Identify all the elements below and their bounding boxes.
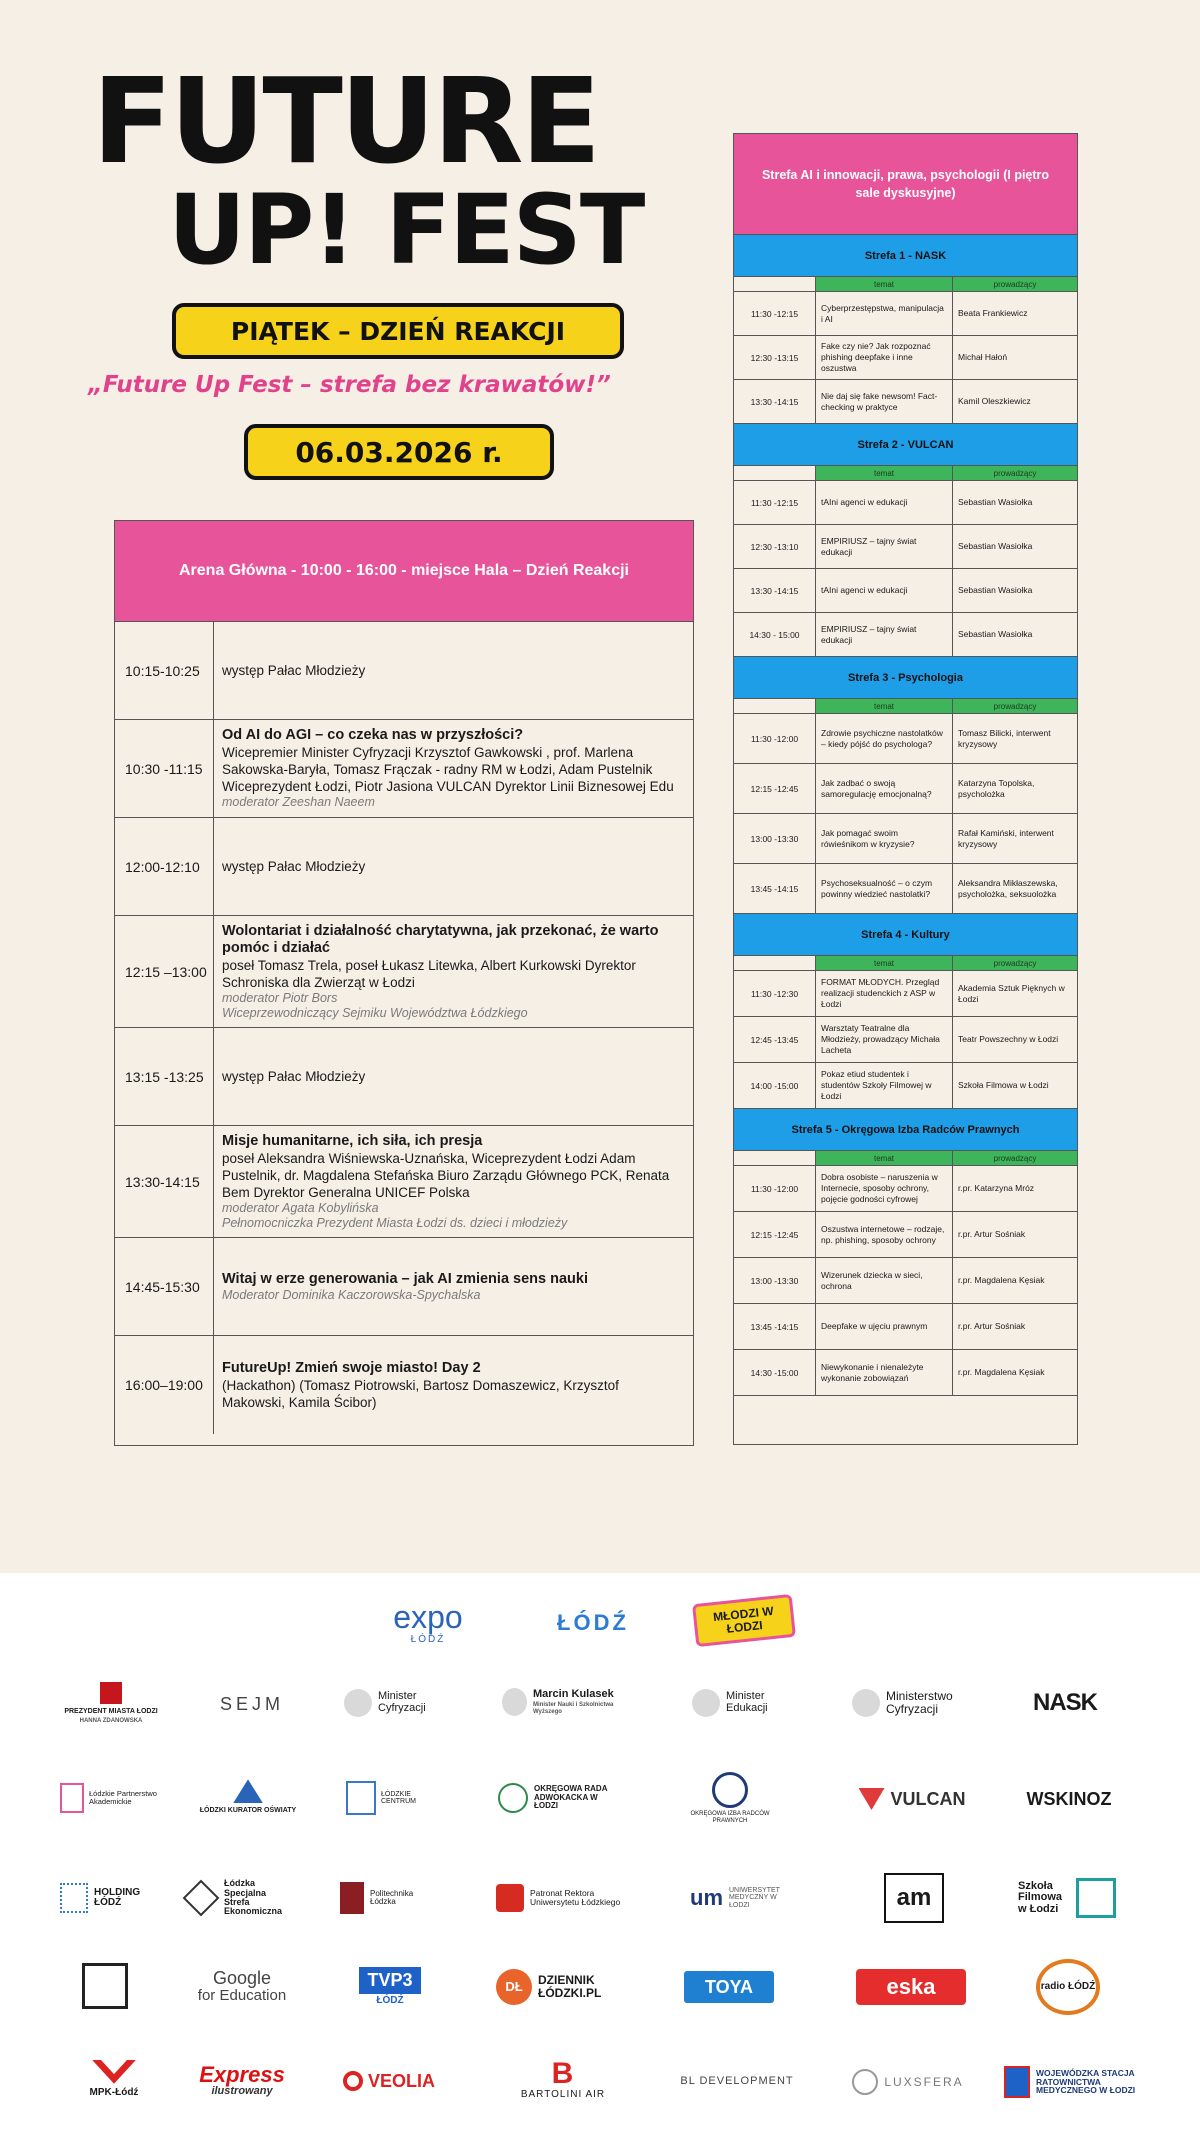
zone-host: Aleksandra Mikłaszewska, psycholożka, seksuolożka: [958, 877, 1058, 899]
zones-table: [733, 133, 1078, 1445]
eagle-icon: [692, 1689, 720, 1717]
eska-logo: eska: [856, 1969, 966, 2005]
centrum-icon: [346, 1781, 376, 1815]
radio-lodz-logo: radio ŁÓDŹ: [1036, 1959, 1100, 2015]
szkola-filmowa-logo: [1018, 1871, 1128, 1925]
express-sub: ilustrowany: [211, 2084, 273, 2097]
kurator-text: ŁÓDZKI KURATOR OŚWIATY: [199, 1807, 297, 1815]
book-icon: [233, 1779, 263, 1803]
zone-title: Strefa 2 - VULCAN: [734, 424, 1077, 466]
expo-logo: [378, 1595, 478, 1651]
toya-logo: TOYA: [684, 1971, 774, 2003]
zone-host: Szkoła Filmowa w Łodzi: [958, 1080, 1049, 1090]
zone-row: [734, 971, 1077, 1017]
zone-row: [734, 292, 1077, 336]
film-frame-icon: [1076, 1878, 1116, 1918]
title-line-1: FUTURE: [92, 52, 599, 190]
lpa-text: Łódzkie Partnerstwo Akademickie: [89, 1789, 157, 1806]
nask-logo: NASK: [1032, 1689, 1097, 1717]
minister-cyfryzacji-logo: [344, 1683, 454, 1723]
slogan: „Future Up Fest – strefa bez krawatów!”: [88, 372, 611, 398]
zone-time: 12:30 -13:10: [734, 525, 816, 568]
arena-session: [214, 622, 693, 719]
zone-host: r.pr. Artur Sośniak: [958, 1321, 1026, 1331]
zone-topic: Pokaz etiud studentek i studentów Szkoły Filmowej w Łodzi: [816, 1063, 953, 1108]
zone-row: [734, 380, 1077, 424]
tvp3-text: TVP3: [359, 1967, 420, 1994]
zone-row: [734, 336, 1077, 380]
session-moderator: moderator Piotr Bors: [222, 990, 338, 1005]
minister-cyfryzacji-text: Minister Cyfryzacji: [378, 1690, 426, 1714]
session-speakers: Wicepremier Minister Cyfryzacji Krzysztof Gawkowski , prof. Marlena Sakowska-Baryła, Tomasz Frączak - radny RM w Łodzi, Adam Pustelnik Wiceprezydent Łodzi, Piotr Jasiona VULCAN Dyrektor Linii Biznesowej Edu: [222, 745, 674, 794]
zone-host: Sebastian Wasiołka: [958, 629, 1033, 639]
zone-host: r.pr. Katarzyna Mróz: [958, 1183, 1035, 1193]
radcow-logo: [690, 1767, 770, 1829]
vulcan-icon: [859, 1788, 885, 1810]
zone-col-host: prowadzący: [993, 468, 1037, 478]
ministerstwo-logo: [852, 1683, 964, 1723]
zone-col-time: [734, 956, 816, 970]
tvp3-logo: [350, 1961, 430, 2013]
zone-host: Tomasz Bilicki, interwent kryzysowy: [958, 727, 1051, 749]
eagle-icon: [344, 1689, 372, 1717]
bl-development-logo: BL DEVELOPMENT: [680, 2075, 794, 2088]
zone-topic: Dobra osobiste – naruszenia w Internecie, sposoby ochrony, pojęcie godności cyfrowej: [816, 1166, 953, 1211]
express-logo: [180, 2057, 304, 2103]
lodz-logo: ŁÓDŹ: [557, 1610, 629, 1636]
zone-row: [734, 525, 1077, 569]
arena-row: [115, 720, 693, 818]
session-moderator: Pełnomocniczka Prezydent Miasta Łodzi ds. dzieci i młodzieży: [222, 1215, 568, 1230]
session-title: Misje humanitarne, ich siła, ich presja: [222, 1132, 483, 1149]
ratownictwo-icon: [1004, 2066, 1030, 2098]
luxsfera-text: LUXSFERA: [884, 2074, 964, 2089]
zone-time: 11:30 -12:15: [734, 481, 816, 524]
zone-column-header: [734, 1151, 1077, 1166]
mpk-icon: [92, 2060, 136, 2084]
zone-col-host: prowadzący: [993, 1153, 1037, 1163]
am-logo: am: [884, 1873, 944, 1923]
session-moderator: Wiceprzewodniczący Sejmiku Województwa Łódzkiego: [222, 1005, 528, 1020]
holding-logo: [60, 1873, 160, 1923]
zone-host: r.pr. Magdalena Kęsiak: [958, 1367, 1045, 1377]
zone-row: [734, 613, 1077, 657]
zone-column-header: [734, 277, 1077, 292]
veolia-icon: [343, 2071, 363, 2091]
zone-row: [734, 1304, 1077, 1350]
bartolini-icon: B: [551, 2057, 575, 2090]
zone-title: Strefa 5 - Okręgowa Izba Radców Prawnych: [734, 1109, 1077, 1151]
session-moderator: Moderator Dominika Kaczorowska-Spychalska: [222, 1287, 481, 1302]
lsse-text: Łódzka Specjalna Strefa Ekonomiczna: [224, 1878, 283, 1917]
zone-host: Rafał Kamiński, interwent kryzysowy: [958, 827, 1054, 849]
lsse-logo: [188, 1875, 300, 1921]
dl-icon: DŁ: [496, 1969, 532, 2005]
zone-time: 12:15 -12:45: [734, 1212, 816, 1257]
politechnika-icon: [340, 1882, 364, 1914]
zone-time: 12:30 -13:15: [734, 336, 816, 379]
adwokacka-logo: [498, 1773, 628, 1823]
zone-title: Strefa 3 - Psychologia: [734, 657, 1077, 699]
mpk-logo: [74, 2049, 154, 2109]
umed-text: UNIWERSYTET MEDYCZNY W ŁODZI: [729, 1886, 780, 1909]
vulcan-text: VULCAN: [890, 1788, 966, 1809]
arena-time: 10:15-10:25: [115, 622, 214, 719]
holding-text: HOLDING ŁÓDŹ: [94, 1886, 141, 1908]
sejm-logo: SEJM: [219, 1693, 284, 1714]
zone-time: 14:00 -15:00: [734, 1063, 816, 1108]
zones-header: Strefa AI i innowacji, prawa, psychologii (I piętro sale dyskusyjne): [734, 134, 1077, 235]
zone-topic: Warsztaty Teatralne dla Młodzieży, prowadzący Michała Lacheta: [816, 1017, 953, 1062]
zone-title: Strefa 1 - NASK: [734, 235, 1077, 277]
zone-topic: Nie daj się fake newsom! Fact-checking w praktyce: [816, 380, 953, 423]
zone-col-topic: temat: [816, 699, 953, 713]
session-title: Witaj w erze generowania – jak AI zmienia sens nauki: [222, 1270, 588, 1287]
day-badge: PIĄTEK – DZIEŃ REAKCJI: [172, 303, 624, 359]
zone-time: 14:30 -15:00: [734, 1350, 816, 1395]
arena-session: [214, 1028, 693, 1125]
bartolini-text: BARTOLINI AIR: [520, 2088, 606, 2100]
arena-time: 16:00–19:00: [115, 1336, 214, 1434]
holding-icon: [60, 1883, 88, 1913]
google-sub: for Education: [197, 1986, 287, 2004]
kulasek-sub: Minister Nauki i Szkolnictwa Wyższego: [533, 1702, 614, 1715]
zone-topic: EMPIRIUSZ – tajny świat edukacji: [816, 613, 953, 656]
umed-logo: [690, 1871, 810, 1925]
prezydent-logo-sub: HANNA ZDANOWSKA: [79, 1717, 143, 1724]
zone-time: 12:45 -13:45: [734, 1017, 816, 1062]
arena-row: [115, 1336, 693, 1434]
zone-topic: tAInі agenci w edukacji: [816, 569, 953, 612]
zone-host: Sebastian Wasiołka: [958, 585, 1033, 595]
seal-icon: [498, 1783, 528, 1813]
bartolini-logo: [506, 2049, 620, 2109]
zone-col-host: prowadzący: [993, 701, 1037, 711]
vulcan-logo: [856, 1779, 968, 1819]
zone-host: Teatr Powszechny w Łodzi: [958, 1034, 1059, 1044]
ul-icon: [496, 1884, 524, 1912]
zone-col-topic: temat: [816, 277, 953, 291]
zone-col-host: prowadzący: [993, 958, 1037, 968]
zone-row: [734, 1017, 1077, 1063]
arena-rows: [115, 622, 693, 1434]
zone-time: 13:00 -13:30: [734, 814, 816, 863]
arena-time: 10:30 -11:15: [115, 720, 214, 817]
session-moderator: moderator Zeeshan Naeem: [222, 795, 375, 809]
zone-row: [734, 714, 1077, 764]
minister-edukacji-logo: [692, 1683, 792, 1723]
zone-topic: Zdrowie psychiczne nastolatków – kiedy pójść do psychologa?: [816, 714, 953, 763]
zone-time: 12:15 -12:45: [734, 764, 816, 813]
zone-sections: [734, 235, 1077, 1396]
zone-col-topic: temat: [816, 1151, 953, 1165]
zone-column-header: [734, 466, 1077, 481]
zone-row: [734, 1350, 1077, 1396]
zone-col-host: prowadzący: [993, 279, 1037, 289]
session-speakers: występ Pałac Młodzieży: [222, 1069, 366, 1084]
kulasek-name: Marcin Kulasek: [533, 1687, 614, 1700]
arena-row: [115, 1028, 693, 1126]
arena-session: [214, 720, 693, 817]
lsse-icon: [183, 1880, 220, 1917]
arena-time: 12:00-12:10: [115, 818, 214, 915]
dziennik-text: DZIENNIK ŁÓDZKI.PL: [538, 1973, 602, 2000]
title-line-2: UP! FEST: [168, 174, 644, 286]
arena-time: 13:15 -13:25: [115, 1028, 214, 1125]
zone-row: [734, 1063, 1077, 1109]
mlodzi-logo-text: MŁODZI W ŁODZI: [692, 1594, 796, 1647]
szkola-filmowa-text: Szkoła Filmowa w Łodzi: [1018, 1879, 1063, 1915]
zone-column-header: [734, 956, 1077, 971]
zone-time: 13:45 -14:15: [734, 864, 816, 913]
zone-time: 14:30 - 15:00: [734, 613, 816, 656]
arena-session: [214, 818, 693, 915]
tvp3-sub: ŁÓDŹ: [376, 1995, 404, 2007]
expo-logo-text: expo: [393, 1598, 463, 1635]
zone-col-topic: temat: [816, 466, 953, 480]
zone-topic: Niewykonanie i nienależyte wykonanie zobowiązań: [816, 1350, 953, 1395]
politechnika-logo: [340, 1875, 440, 1921]
zone-topic: Cyberprzestępstwa, manipulacja i AI: [816, 292, 953, 335]
arena-session: [214, 916, 693, 1027]
zone-topic: FORMAT MŁODYCH. Przegląd realizacji studenckich z ASP w Łodzi: [816, 971, 953, 1016]
wskinoz-logo: WSKINOZ: [1026, 1788, 1112, 1809]
zone-time: 11:30 -12:30: [734, 971, 816, 1016]
zone-topic: Wizerunek dziecka w sieci, ochrona: [816, 1258, 953, 1303]
prezydent-logo: [56, 1677, 166, 1729]
seal-icon: [712, 1772, 748, 1808]
arena-row: [115, 1126, 693, 1238]
zone-host: Beata Frankiewicz: [958, 308, 1028, 318]
zone-row: [734, 1166, 1077, 1212]
luxsfera-icon: [852, 2069, 878, 2095]
arena-row: [115, 622, 693, 720]
zone-topic: tAInі agenci w edukacji: [816, 481, 953, 524]
veolia-logo: [334, 2063, 444, 2099]
zone-col-time: [734, 277, 816, 291]
zone-topic: Jak zadbać o swoją samoregulację emocjonalną?: [816, 764, 953, 813]
expo-logo-sub: ŁÓDŹ: [410, 1633, 446, 1645]
session-title: Wolontariat i działalność charytatywna, jak przekonać, że warto pomóc i działać: [222, 922, 659, 956]
zone-host: Michał Hałoń: [958, 352, 1008, 362]
zone-topic: Psychoseksualność – o czym powinny wiedzieć nastolatki?: [816, 864, 953, 913]
lpa-logo: [60, 1773, 170, 1823]
session-speakers: występ Pałac Młodzieży: [222, 663, 366, 678]
session-title: FutureUp! Zmień swoje miasto! Day 2: [222, 1359, 481, 1376]
kurator-logo: [198, 1769, 298, 1825]
dziennik-logo: [496, 1965, 626, 2009]
zone-time: 11:30 -12:00: [734, 714, 816, 763]
lpa-icon: [60, 1783, 84, 1813]
zone-col-topic: temat: [816, 956, 953, 970]
arena-time: 12:15 –13:00: [115, 916, 214, 1027]
minister-edukacji-text: Minister Edukacji: [726, 1690, 768, 1714]
zone-topic: EMPIRIUSZ – tajny świat edukacji: [816, 525, 953, 568]
zone-col-time: [734, 699, 816, 713]
centrum-text: ŁÓDZKIE CENTRUM: [381, 1790, 416, 1805]
zone-host: Katarzyna Topolska, psycholożka: [958, 777, 1035, 799]
zone-row: [734, 864, 1077, 914]
centrum-logo: [346, 1773, 446, 1823]
zone-topic: Jak pomagać swoim rówieśnikom w kryzysie?: [816, 814, 953, 863]
zone-time: 13:30 -14:15: [734, 380, 816, 423]
zone-row: [734, 764, 1077, 814]
crest-icon: [100, 1682, 122, 1704]
zone-host: Sebastian Wasiołka: [958, 541, 1033, 551]
zone-host: Sebastian Wasiołka: [958, 497, 1033, 507]
ministerstwo-text: Ministerstwo Cyfryzacji: [886, 1689, 953, 1716]
google-education-logo: [184, 1961, 300, 2011]
arena-session: [214, 1238, 693, 1335]
luxsfera-logo: [846, 2059, 970, 2105]
zone-title: Strefa 4 - Kultury: [734, 914, 1077, 956]
zone-topic: Oszustwa internetowe – rodzaje, np. phishing, sposoby ochrony: [816, 1212, 953, 1257]
zone-row: [734, 814, 1077, 864]
arena-time: 14:45-15:30: [115, 1238, 214, 1335]
ratownictwo-logo: [1004, 2055, 1164, 2109]
zone-host: r.pr. Artur Sośniak: [958, 1229, 1026, 1239]
square-logo: [82, 1963, 128, 2009]
zone-host: Kamil Oleszkiewicz: [958, 396, 1031, 406]
partner-logos: [0, 1573, 1200, 2133]
zone-row: [734, 569, 1077, 613]
veolia-text: VEOLIA: [367, 2070, 435, 2091]
arena-header: Arena Główna - 10:00 - 16:00 - miejsce Hala – Dzień Reakcji: [115, 521, 693, 622]
prezydent-logo-text: PREZYDENT MIASTA ŁODZI: [64, 1708, 158, 1716]
session-speakers: poseł Tomasz Trela, poseł Łukasz Litewka, Albert Kurkowski Dyrektor Schroniska dla Zwierząt w Łodzi: [222, 957, 636, 990]
session-speakers: (Hackathon) (Tomasz Piotrowski, Bartosz Domaszewicz, Krzysztof Makowski, Kamila Ścibor): [222, 1377, 619, 1410]
zone-topic: Fake czy nie? Jak rozpoznać phishing deepfake i inne oszustwa: [816, 336, 953, 379]
arena-time: 13:30-14:15: [115, 1126, 214, 1237]
arena-row: [115, 916, 693, 1028]
politechnika-text: Politechnika Łódzka: [370, 1888, 414, 1906]
session-speakers: występ Pałac Młodzieży: [222, 859, 366, 874]
zone-time: 13:00 -13:30: [734, 1258, 816, 1303]
arena-session: [214, 1126, 693, 1237]
zone-row: [734, 1258, 1077, 1304]
kulasek-logo: [502, 1677, 632, 1727]
zone-column-header: [734, 699, 1077, 714]
zone-time: 11:30 -12:00: [734, 1166, 816, 1211]
zone-col-time: [734, 1151, 816, 1165]
main-arena-table: [114, 520, 694, 1446]
mlodzi-logo: [694, 1591, 794, 1651]
patronat-logo: [496, 1875, 636, 1921]
arena-row: [115, 1238, 693, 1336]
eagle-icon: [502, 1688, 527, 1716]
date-badge: 06.03.2026 r.: [244, 424, 554, 480]
zone-col-time: [734, 466, 816, 480]
session-title: Od AI do AGI – co czeka nas w przyszłości?: [222, 727, 524, 743]
eagle-icon: [852, 1689, 880, 1717]
adwokacka-text: OKRĘGOWA RADA ADWOKACKA W ŁODZI: [534, 1784, 608, 1811]
zone-time: 11:30 -12:15: [734, 292, 816, 335]
express-text: Express: [199, 2061, 285, 2087]
session-speakers: poseł Aleksandra Wiśniewska-Uznańska, Wiceprezydent Łodzi Adam Pustelnik, dr. Magdalena Stefańska Biuro Zarządu Głównego PCK, Renata Bem Dyrektor Generalna UNICEF Polska: [222, 1150, 670, 1200]
patronat-text: Patronat Rektora Uniwersytetu Łódzkiego: [530, 1888, 621, 1907]
zone-topic: Deepfake w ujęciu prawnym: [816, 1304, 953, 1349]
zone-time: 13:30 -14:15: [734, 569, 816, 612]
zone-row: [734, 1212, 1077, 1258]
zone-row: [734, 481, 1077, 525]
ratownictwo-text: WOJEWÓDZKA STACJA RATOWNICTWA MEDYCZNEGO W ŁODZI: [1036, 2067, 1136, 2096]
zone-time: 13:45 -14:15: [734, 1304, 816, 1349]
google-text: Google: [212, 1967, 272, 1988]
arena-row: [115, 818, 693, 916]
zone-host: Akademia Sztuk Pięknych w Łodzi: [958, 982, 1065, 1004]
mpk-text: MPK-Łódź: [89, 2086, 139, 2098]
session-moderator: moderator Agata Kobylińska: [222, 1200, 379, 1215]
um-icon: um: [690, 1885, 723, 1911]
arena-session: [214, 1336, 693, 1434]
zone-host: r.pr. Magdalena Kęsiak: [958, 1275, 1045, 1285]
radcow-text: OKRĘGOWA IZBA RADCÓW PRAWNYCH: [690, 1811, 770, 1824]
